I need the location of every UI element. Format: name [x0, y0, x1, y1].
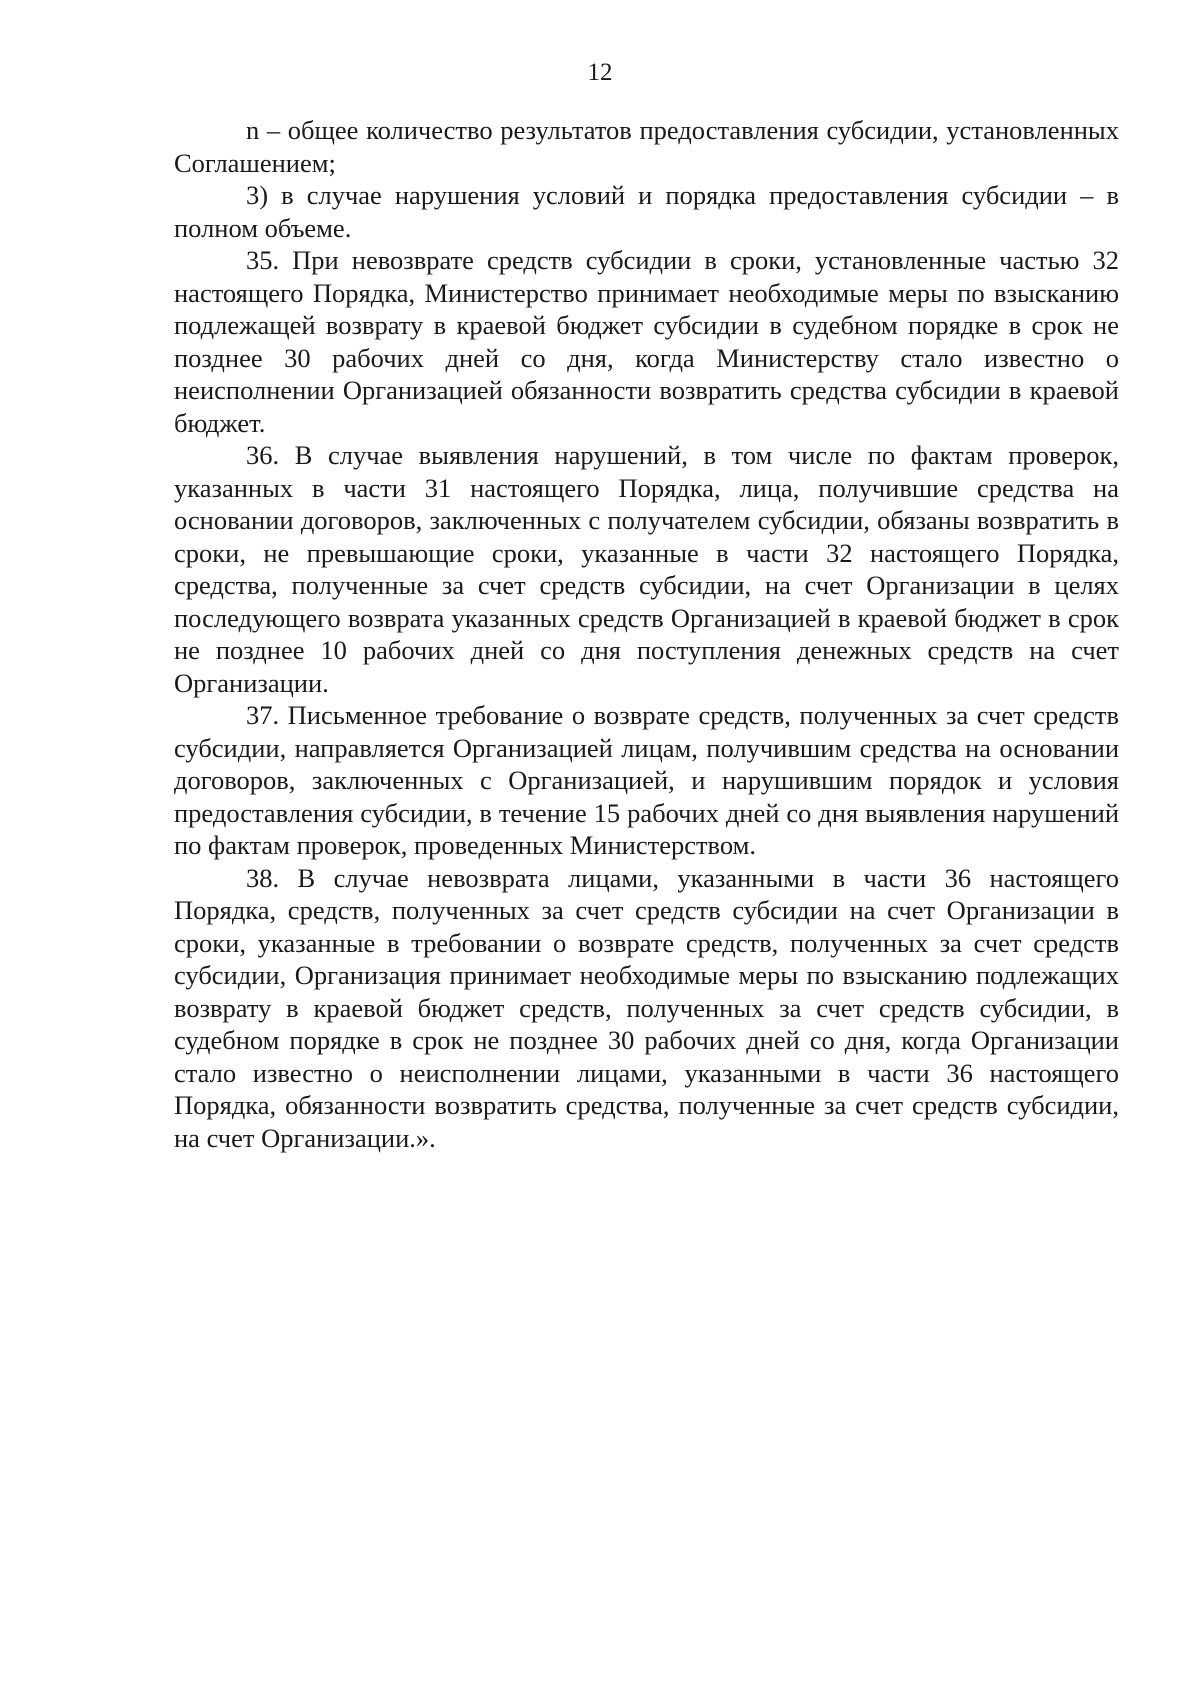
paragraph-n-definition: n – общее количество результатов предоставления субсидии, установленных Соглашением;: [174, 115, 1119, 178]
paragraph-36: 36. В случае выявления нарушений, в том числе по фактам проверок, указанных в части 31 настоящего Порядка, лица, получившие средства на основании договоров, заключенных с получателем субсидии, обязаны возвратить в сроки, не превышающие сроки, указанные в части 32 настоящего Порядка, средства, полученные за счет средств субсидии, на счет Организации в целях последующего возврата указанных средств Организацией в краевой бюджет в срок не позднее 10 рабочих дней со дня поступления денежных средств на счет Организации.: [174, 440, 1119, 698]
paragraph-38: 38. В случае невозврата лицами, указанными в части 36 настоящего Порядка, средств, полученных за счет средств субсидии на счет Организации в сроки, указанные в требовании о возврате средств, полученных за счет средств субсидии, Организация принимает необходимые меры по взысканию подлежащих возврату в краевой бюджет средств, полученных за счет средств субсидии, в судебном порядке в срок не позднее 30 рабочих дней со дня, когда Организации стало известно о неисполнении лицами, указанными в части 36 настоящего Порядка, обязанности возвратить средства, полученные за счет средств субсидии, на счет Организации.».: [174, 862, 1119, 1153]
paragraph-item-3: 3) в случае нарушения условий и порядка предоставления субсидии – в полном объеме.: [174, 180, 1119, 243]
page-number: 12: [587, 59, 613, 86]
document-body: [174, 114, 1119, 1154]
paragraph-37: 37. Письменное требование о возврате средств, полученных за счет средств субсидии, направляется Организацией лицам, получившим средства на основании договоров, заключенных с Организацией, и нарушившим порядок и условия предоставления субсидии, в течение 15 рабочих дней со дня выявления нарушений по фактам проверок, проведенных Министерством.: [174, 700, 1119, 860]
paragraph-35: 35. При невозврате средств субсидии в сроки, установленные частью 32 настоящего Порядка, Министерство принимает необходимые меры по взысканию подлежащей возврату в краевой бюджет субсидии в судебном порядке в срок не позднее 30 рабочих дней со дня, когда Министерству стало известно о неисполнении Организацией обязанности возвратить средства субсидии в краевой бюджет.: [174, 245, 1119, 438]
